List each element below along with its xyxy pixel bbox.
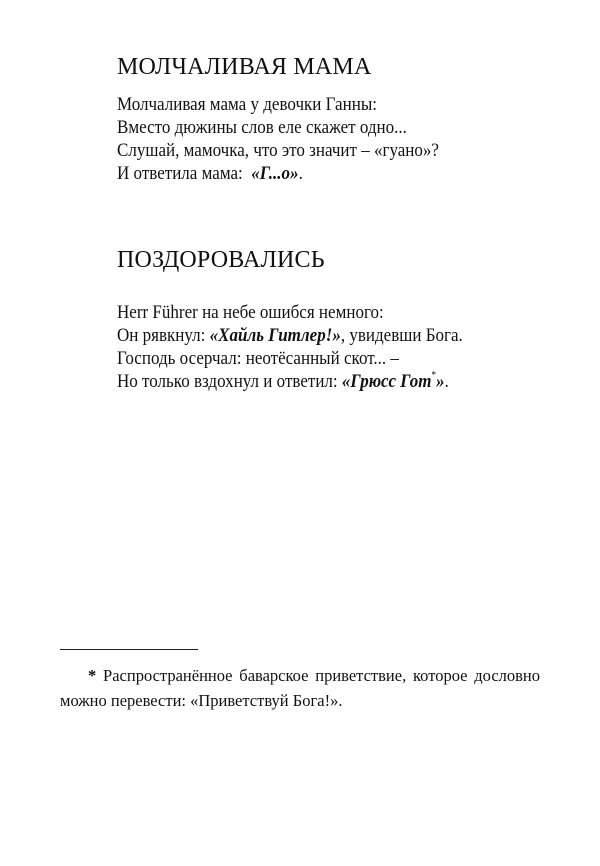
verse-line: [117, 371, 463, 394]
footnote-reference[interactable]: *: [431, 369, 437, 381]
poem-body-silent-mom: [117, 94, 439, 186]
verse-line: Слушай, мамочка, что это значит – «гуано»?: [117, 141, 439, 161]
footnote: [60, 663, 540, 713]
verse-line: Молчаливая мама у девочки Ганны:: [117, 95, 378, 115]
verse-text: Но только вздохнул и ответил:: [117, 372, 342, 392]
footnote-marker: *: [88, 666, 97, 685]
verse-emphasis-end: »: [436, 372, 445, 392]
footnote-divider: [60, 649, 198, 650]
footnote-text: Распространённое баварское приветствие, которое дословно можно перевести: «Приветствуй Бога!».: [60, 666, 540, 710]
verse-emphasis: «Г...о»: [251, 164, 299, 184]
verse-text: Он рявкнул:: [117, 326, 210, 346]
verse-line: Вместо дюжины слов еле скажет одно...: [117, 118, 407, 138]
verse-text: .: [444, 372, 449, 392]
verse-emphasis: «Хайль Гитлер!»: [209, 326, 341, 346]
verse-emphasis: «Грюсс Гот: [341, 372, 432, 392]
verse-line: [117, 163, 439, 186]
verse-text: .: [298, 164, 303, 184]
verse-text: И ответила мама:: [117, 164, 252, 184]
poem-title-silent-mom: МОЛЧАЛИВАЯ МАМА: [117, 54, 372, 80]
verse-text: , увидевши Бога.: [340, 326, 463, 346]
verse-line: [117, 325, 463, 348]
verse-line: Herr Führer на небе ошибся немного:: [117, 303, 384, 323]
verse-line: Господь осерчал: неотёсанный скот... –: [117, 349, 399, 369]
poem-title-greeted: ПОЗДОРОВАЛИСЬ: [117, 247, 325, 273]
poem-body-greeted: [117, 302, 463, 394]
